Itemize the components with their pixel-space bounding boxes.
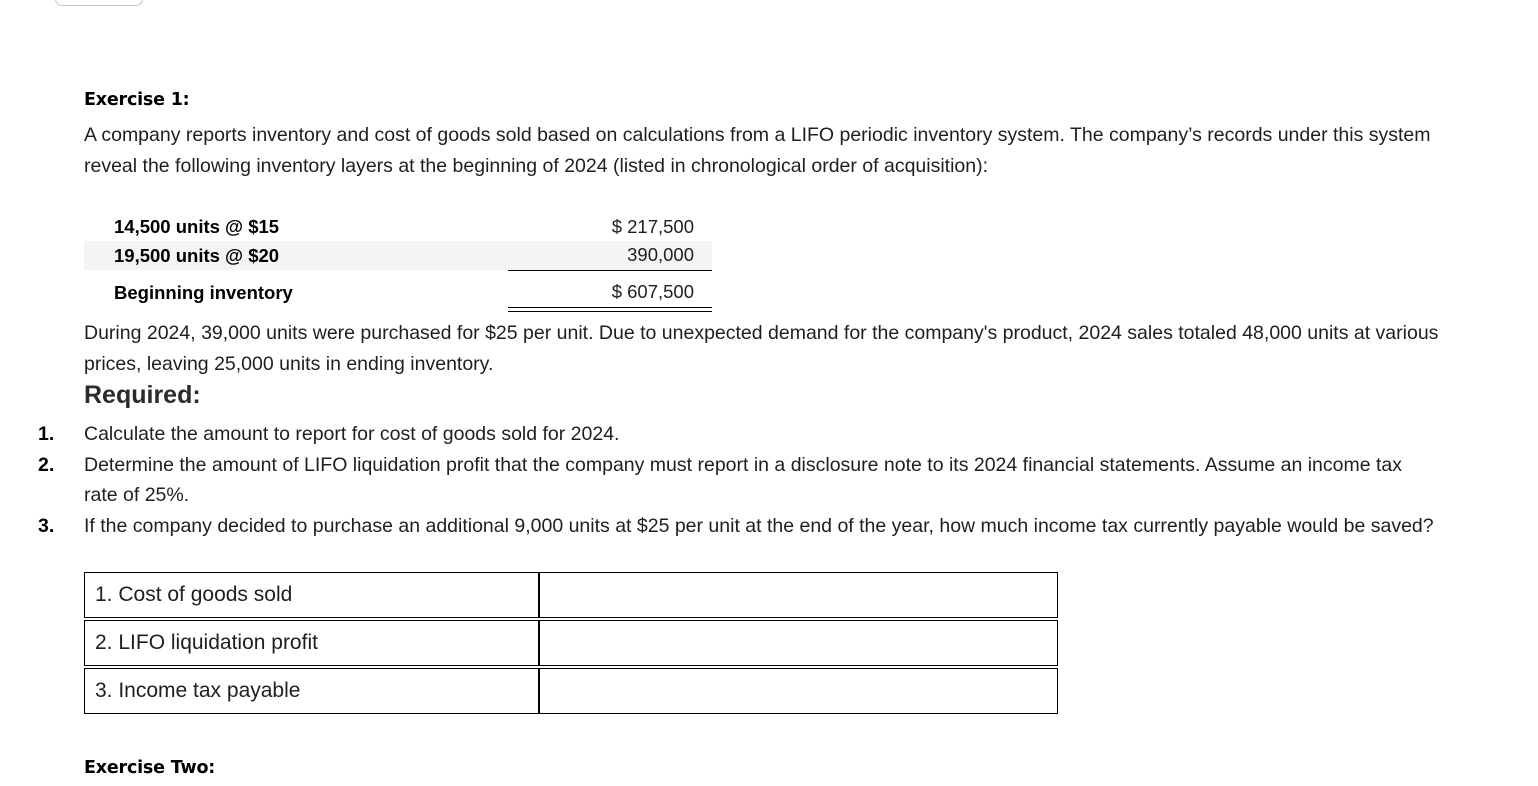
spacer-cell: [84, 270, 508, 278]
requirement-text: Determine the amount of LIFO liquidation profit that the company must report in a disclosure note to its 2024 financial statements. Assume an income tax rate of 25%.: [84, 453, 1403, 506]
table-spacer: [84, 270, 712, 278]
answer-row-label: 2. LIFO liquidation profit: [84, 620, 539, 666]
inventory-layer-amount: 390,000: [508, 241, 712, 270]
inventory-layer-label: 14,500 units @ $15: [114, 215, 280, 237]
beginning-inventory-label: Beginning inventory: [114, 281, 293, 303]
exercise-title: Exercise 1:: [84, 90, 190, 110]
inventory-total-row: [84, 278, 712, 307]
required-heading: Required:: [84, 381, 201, 409]
requirement-item: [38, 450, 1438, 511]
exercise-intro-paragraph: A company reports inventory and cost of goods sold based on calculations from a LIFO periodic inventory system. The company’s records under this system reveal the following inventory layers at the beginning of 2024 (listed in chronological order of acquisition):: [84, 124, 1431, 177]
during-year-paragraph: During 2024, 39,000 units were purchased for $25 per unit. Due to unexpected demand for the company's product, 2024 sales totaled 48,000 units at various prices, leaving 25,000 units in ending inventory.: [84, 322, 1439, 375]
inventory-layer-amount: $ 217,500: [611, 215, 694, 237]
answer-row-label: 3. Income tax payable: [84, 668, 539, 714]
table-row: [84, 572, 1058, 618]
answer-row-input[interactable]: [539, 668, 1058, 714]
answer-row-label: 1. Cost of goods sold: [84, 572, 539, 618]
next-exercise-title: Exercise Two:: [84, 758, 216, 778]
requirement-number: 3.: [38, 514, 55, 537]
requirement-item: [38, 511, 1438, 542]
inventory-row: [84, 212, 712, 241]
requirements-list: [38, 419, 1438, 541]
requirement-number: 2.: [38, 453, 55, 476]
inventory-layers-table: [84, 212, 712, 308]
inventory-row: [84, 241, 712, 270]
spacer-cell: [508, 270, 712, 278]
answer-row-input[interactable]: [539, 620, 1058, 666]
answer-table: [84, 570, 1058, 716]
requirement-number: 1.: [38, 423, 55, 445]
table-row: [84, 668, 1058, 714]
answer-row-input[interactable]: [539, 572, 1058, 618]
inventory-layer-label: 19,500 units @ $20: [84, 241, 508, 270]
requirement-item: [38, 419, 1438, 450]
beginning-inventory-amount: $ 607,500: [508, 278, 712, 307]
table-row: [84, 620, 1058, 666]
cutoff-button-outline[interactable]: [55, 0, 143, 6]
requirement-text: Calculate the amount to report for cost of goods sold for 2024.: [84, 423, 620, 445]
requirement-text: If the company decided to purchase an additional 9,000 units at $25 per unit at the end of the year, how much income tax currently payable would be saved?: [84, 514, 1434, 537]
